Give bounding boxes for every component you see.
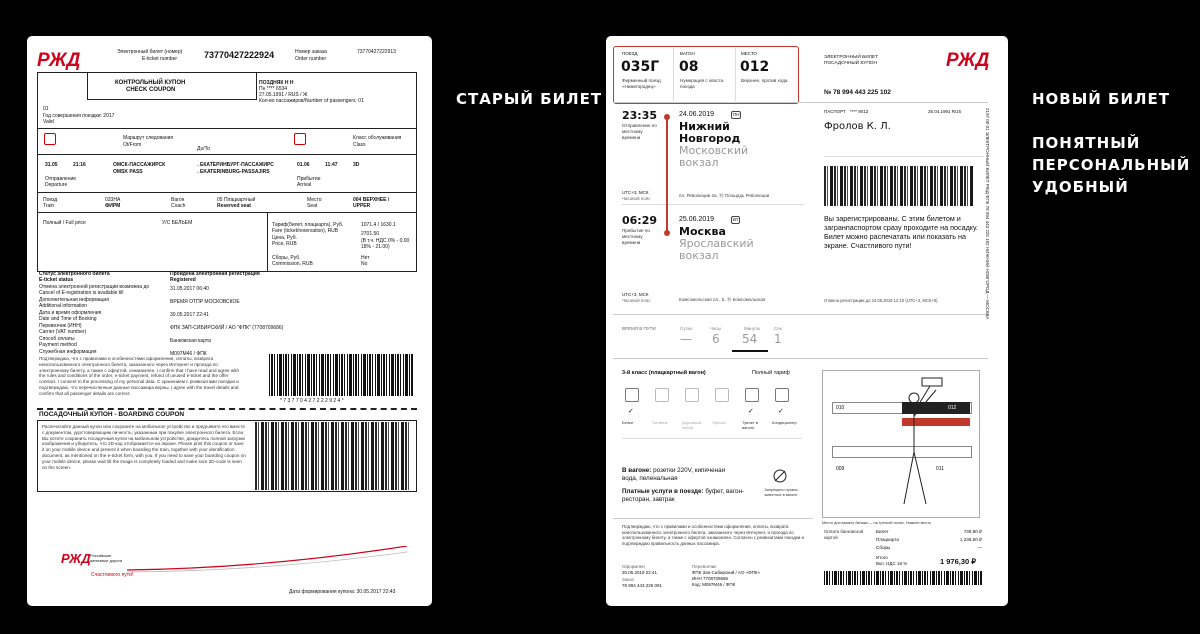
footer-date: Дата формирования купона: 30.05.2017 22:43	[289, 589, 396, 595]
calendar-icon	[44, 133, 56, 145]
booking-value: 30.05.2017 22:41	[170, 312, 209, 318]
cancel-value: 31.05.2017 06:40	[170, 286, 209, 292]
cancel-label: Отмена электронной регистрации возможна до	[39, 284, 150, 290]
departure-time: 21:16	[73, 162, 86, 168]
departure-label: Отправление	[45, 176, 77, 182]
status-value-en: Registered	[170, 277, 196, 283]
arrival-date: 25.06.2019	[679, 216, 715, 223]
toilet-icon	[745, 388, 759, 402]
status-value: Пройдена электронная регистрация	[170, 271, 260, 277]
cancel-label-en: Cancel of E-registration is available till	[39, 290, 124, 296]
car-number: 08	[679, 59, 699, 75]
travel-minutes: 54	[742, 332, 758, 346]
travel-kit-icon	[685, 388, 699, 402]
amenity-kit: Дорожный набор	[682, 420, 702, 430]
linear-barcode	[269, 354, 413, 396]
amenity-food: Питание	[652, 420, 668, 425]
addinfo-value: ВРЕМЯ ОТПР МОСКОВСКОЕ	[170, 299, 240, 305]
arrival-time: 06:29	[622, 214, 658, 227]
booking-label: Дата и время оформления	[39, 310, 102, 316]
boarding-text: Распечатайте данный купон или сохраните на мобильное устройство и предъявите его вместе с документом, удостоверяющим личность, указанным при покупке электронного билета. Если Вы хотите сохранить посадочный купон на мобильном устройстве, дождитесь полной загрузки изображения и убедитесь, что 2D-код отображается на экране. Please print this coupon or save it on your mobile device and present it when boarding the train, together with your identification document, as mentioned on the e-ticket form, with you. If you need to save your boarding coupon on your mobile device, please wait till the image is completely loaded and make sure 2D-code is seen on the screen.	[42, 424, 246, 470]
seat-011: 011	[936, 466, 944, 472]
departure-label-en: Departure	[45, 182, 68, 188]
seat-009: 009	[836, 466, 845, 472]
departure-city-1: Нижний	[679, 120, 730, 133]
terms-text: Подтверждаю, что с правилами и особенностями оформления, оплаты, возврата неиспользованного электронного билета, заказанного через Интернет, и проезда по электронному билету, а также с офертой ознакомлен. Согласен с реквизитами поездки и подтверждаю правильность данных пассажира.	[622, 524, 805, 546]
new-ticket-label: НОВЫЙ БИЛЕТ	[1032, 90, 1170, 108]
dob-value: 26.04.1991 RUS	[928, 109, 962, 114]
addinfo-label-en: Additional information	[39, 303, 88, 309]
payment-label: Оплата банковской картой	[824, 529, 864, 540]
departure-station-1: Московский	[679, 144, 749, 157]
carrier-label: Перевозчик (ИНН)	[39, 323, 82, 329]
seat-sub: UPPER	[353, 203, 371, 209]
tariff-value: 1071.4 / 1630.1	[361, 222, 396, 228]
passenger-dob: 27.05.1991 / RUS / Ж	[259, 92, 308, 98]
carrier-label: Перевозчик	[692, 564, 717, 569]
amenity-bedding: Белье	[622, 420, 634, 425]
tariff-label-en: Fare (ticket/reservation), RUB	[272, 228, 339, 234]
registration-text: Вы зарегистрированы. С этим билетом и загранпаспортом сразу проходите на посадку. Билет можно распечатать или показать на экране. Счастливого пути!	[824, 214, 978, 250]
car-value: 05 Плацкартный	[217, 197, 256, 203]
2d-barcode	[255, 422, 410, 490]
footer-company: Российские железные дороги	[90, 553, 123, 563]
arrival-address: Комсомольская пл., 5, Ⓜ Комсомольская	[679, 297, 766, 302]
amenity-ac: Кондиционер	[772, 420, 797, 425]
status-label: Статус электронного билета	[39, 271, 110, 277]
addinfo-label: Дополнительная информация	[39, 297, 109, 303]
paid-label: Платные услуги в поезде:	[622, 488, 704, 495]
service-label: Служебная информация	[39, 349, 97, 355]
order-value: 78 994 443 225 091	[622, 583, 663, 588]
seat-value: 004 ВЕРХНЕЕ /	[353, 197, 390, 203]
from-station-en: OMSK PASS	[113, 169, 143, 175]
issued-value: 30.05.2019 22:41	[622, 570, 658, 575]
class-label-en: Class	[353, 142, 366, 148]
train-sub: ФИРМ	[105, 203, 121, 209]
pay-value: Банковская карта	[170, 338, 211, 344]
footer-logo: РЖД	[61, 551, 91, 566]
coupon-title-box	[87, 72, 257, 100]
order-label-en: Order number	[295, 56, 327, 62]
car-note: Нумерация с хвоста поезда	[680, 78, 724, 89]
seat-012: 012	[948, 405, 957, 411]
inn-value: ИНН 7708709686	[692, 576, 729, 581]
footer-wish: Счастливого пути!	[91, 572, 134, 578]
fee-value: Нет	[361, 255, 370, 261]
class-label: Класс обслуживания	[353, 135, 402, 141]
arrival-day: ВТ	[733, 217, 739, 222]
new-ticket	[606, 36, 1008, 606]
total-vat: Вкл. НДС 18 %	[876, 561, 908, 566]
utc-1: UTC+3, МСК	[622, 190, 649, 195]
arrival-label: Прибытие	[297, 176, 321, 182]
new-desc-3: УДОБНЫЙ	[1032, 178, 1129, 196]
travel-seconds: 1	[774, 332, 782, 346]
travel-unit-minutes: Минуты	[744, 326, 761, 331]
passport-value: **** 9012	[850, 109, 869, 114]
seat-number: 012	[740, 59, 770, 75]
linear-barcode	[824, 571, 982, 585]
order-label: Заказ	[622, 577, 634, 582]
arrival-label-en: Arrival	[297, 182, 312, 188]
terms-text: Подтверждаю, что с правилами и особенностями оформления, оплаты, возврата неиспользованного электронного билета, заказанного через Интернет и проезда по электронному билету, а также с офертой, ознакомлен. I confirm that I have read and agree with the rules and conditions of the order, e-ticket payment, refund of unused e-ticket and the offer contract. I consent to the processing of my personal data. С хранением с реквизитами поездки и подтверждаю, что перечисленные данные пассажира верны. I agree with the travel details and confirm that all passenger details are correct.	[39, 356, 240, 396]
order-number: 73770427222913	[357, 49, 396, 55]
amenity-press: Пресса	[712, 420, 726, 425]
booking-label-en: Date and Time of Booking	[39, 316, 97, 322]
price-label: Цена, Руб.	[272, 235, 297, 241]
price-row-label: Сборы	[876, 545, 891, 550]
check-icon: ✓	[748, 408, 754, 415]
utc-2: UTC+3, МСК	[622, 292, 649, 297]
eticket-label-en: E-ticket number	[142, 56, 178, 62]
boarding-coupon-title: ПОСАДОЧНЫЙ КУПОН - BOARDING COUPON	[39, 411, 185, 418]
departure-time: 23:35	[622, 109, 658, 122]
seat-label-en: Seat	[307, 203, 318, 209]
total-label: Итого	[876, 555, 888, 560]
bedding-icon	[625, 388, 639, 402]
no-pets-icon	[772, 468, 788, 484]
car-label: Вагон	[171, 197, 185, 203]
seat-caption: Место для вашего багажа — на третьей полке. Нижнее место	[822, 521, 932, 525]
price-value: 2701.50	[361, 231, 380, 237]
route-line	[666, 116, 668, 234]
passenger-name: Фролов К. Л.	[824, 121, 891, 132]
issued-label: Оформлен	[622, 564, 645, 569]
pay-label: Способ оплаты	[39, 336, 75, 342]
route-label: Маршрут следования	[123, 135, 174, 141]
departure-station-2: вокзал	[679, 156, 719, 169]
train-info-box	[613, 46, 799, 104]
passenger-doc: Пн **** 6534	[259, 86, 288, 92]
arrival-station-1: Ярославский	[679, 237, 754, 250]
seat-label: Место	[307, 197, 322, 203]
in-car-label: В вагоне:	[622, 467, 652, 474]
tariff-type: Полный тариф	[752, 370, 790, 376]
to-station: →ЕКАТЕРИНБУРГ-ПАССАЖИРС	[195, 162, 274, 168]
train-number: 035Г	[621, 59, 660, 75]
price-row-label: Плацкарта	[876, 537, 899, 542]
price-row	[876, 544, 982, 552]
eticket-label: Электронный билет (номер)	[117, 49, 183, 55]
person-figure	[892, 372, 944, 512]
passenger-name: ПОЗДНЯК Н Н	[259, 80, 294, 86]
price-row-label: Билет	[876, 529, 889, 534]
fee-label: Сборы, Руб.	[272, 255, 301, 261]
departure-note: Отправление по местному времени	[622, 123, 657, 140]
paid-services-block	[622, 488, 762, 508]
fee-label-en: Commission, RUB	[272, 261, 313, 267]
seat-010: 010	[836, 405, 845, 411]
coupon-title-en: CHECK COUPON	[126, 87, 176, 93]
new-desc-2: ПЕРСОНАЛЬНЫЙ	[1032, 156, 1191, 174]
price-row-value: 1 236,50 ₽	[959, 537, 982, 542]
coupon-title: КОНТРОЛЬНЫЙ КУПОН	[115, 80, 186, 86]
valid-year: Год совершения поездки: 2017	[43, 113, 115, 119]
travel-time-label: ВРЕМЯ В ПУТИ	[622, 326, 656, 331]
price-row	[876, 528, 982, 536]
arrival-note: Прибытие по местному времени	[622, 228, 650, 245]
barcode-digits: * 7 3 7 7 0 4 2 7 2 2 2 9 2 4 *	[280, 398, 344, 404]
to-label: До/To	[197, 146, 210, 152]
car-sub: Reserved seat	[217, 203, 251, 209]
old-ticket-label: СТАРЫЙ БИЛЕТ	[456, 90, 603, 108]
price-row-value: 739,80 ₽	[963, 529, 982, 534]
fee-value-en: No	[361, 261, 368, 267]
bedding: У/С БЕЛЬЕМ	[162, 220, 193, 226]
travel-progress-mark	[732, 350, 768, 352]
valid-number: 01	[43, 106, 49, 112]
class-value: 3D	[353, 162, 360, 168]
ticket-subtitle: ПОСАДОЧНЫЙ КУПОН	[824, 61, 877, 66]
in-car-value: розетки 220V, кипяченая вода, пеленальная	[622, 467, 725, 482]
class-title: 3-й класс (плацкартный вагон)	[622, 370, 706, 376]
train-value: 033НА	[105, 197, 121, 203]
departure-date: 24.06.2019	[679, 111, 715, 118]
price-rows	[876, 528, 982, 552]
full-price: Полный / Full price	[43, 220, 86, 226]
calendar-icon	[294, 133, 306, 145]
departure-day: ПН	[733, 112, 740, 117]
old-ticket	[27, 36, 432, 606]
order-label: Номер заказа	[295, 49, 327, 55]
departure-address: пл. Революции 2а, Ⓜ Площадь Революции	[679, 193, 770, 198]
route-label-en: Ot/From	[123, 142, 142, 148]
ticket-number: № 78 994 443 225 102	[824, 89, 891, 96]
arrival-station-2: вокзал	[679, 249, 719, 262]
carrier-label-en: Carrier (VAT number)	[39, 329, 87, 335]
train-label-en: Train	[43, 203, 55, 209]
car-label: ВАГОН	[680, 51, 695, 56]
rzd-logo: РЖД	[946, 50, 990, 71]
check-icon: ✓	[778, 408, 784, 415]
carrier-value: ФПК Зап-Сибирский / АО «ФПК»	[692, 570, 760, 575]
passport-label: ПАСПОРТ	[824, 109, 846, 114]
check-icon: ✓	[628, 408, 634, 415]
pay-label-en: Payment method	[39, 342, 77, 348]
rzd-logo: РЖД	[37, 50, 81, 71]
eticket-number: 73770427222924	[204, 50, 275, 60]
arrival-time: 11:47	[325, 162, 338, 168]
total-value: 1 976,30 ₽	[940, 557, 977, 566]
price-row	[876, 536, 982, 544]
registration-cancel: Отмена регистрации до 24.06.2019 12:10 (UTC+3, МСК+0)	[824, 298, 938, 303]
passenger-count: Кол-во пассажиров/Number of passengers: 01	[259, 98, 364, 104]
2d-barcode	[824, 166, 974, 206]
food-icon	[655, 388, 669, 402]
travel-unit-hours: Часы	[710, 326, 721, 331]
air-conditioner-icon	[775, 388, 789, 402]
arrival-date: 01.06	[297, 162, 310, 168]
new-desc-1: ПОНЯТНЫЙ	[1032, 134, 1141, 152]
price-row-value: —	[977, 545, 982, 550]
train-label: Поезд	[43, 197, 58, 203]
valid-en: Valid	[43, 119, 54, 125]
press-icon	[715, 388, 729, 402]
seat-label: МЕСТО	[741, 51, 757, 56]
footer-swoosh	[127, 546, 407, 574]
code-value: Код: М097М46 / ФПК	[692, 582, 736, 587]
train-note: Фирменный поезд «Нижегородец»	[622, 78, 661, 89]
carrier-value: ФПК ЗАП-СИБИРСКИЙ / АО "ФПК" (7708709686)	[170, 325, 284, 331]
vat-line-2: 18% - 21.00)	[361, 244, 390, 250]
service-value: М097М46 / ФПК	[170, 351, 207, 357]
route-end-dot	[664, 230, 670, 236]
ticket-title: ЭЛЕКТРОННЫЙ БИЛЕТ	[824, 55, 879, 60]
status-label-en: E-ticket status	[39, 277, 74, 283]
departure-date: 31.05	[45, 162, 58, 168]
seat-note: Верхнее, против хода	[741, 78, 788, 83]
car-label-en: Coach	[171, 203, 186, 209]
travel-hours: 6	[712, 332, 720, 346]
utc-1-sub: Часовой пояс	[622, 196, 651, 201]
train-label: ПОЕЗД	[622, 51, 638, 56]
utc-2-sub: Часовой пояс	[622, 298, 651, 303]
tariff-label: Тариф(билет, плацкарта), Руб.	[272, 222, 344, 228]
travel-days: —	[680, 332, 692, 346]
no-pets-text: Запрещено провоз животных в вагоне	[764, 488, 798, 497]
paid-value: буфет, вагон-ресторан, завтрак	[622, 488, 745, 503]
to-station-en: →EKATERINBURG-PASSAJIRS	[195, 169, 270, 175]
arrival-city: Москва	[679, 225, 726, 238]
price-label-en: Price, RUB	[272, 241, 297, 247]
side-vertical-text: 2197 00 01 ЭЛЕКТРОННЫЙ БИЛЕТ РЖД ФПК 78 994 443 225 102 НИЖНИЙ НОВГОРОД — МОСКВА	[985, 108, 990, 320]
vat-line-1: (В т.ч. НДС 0% - 0.00	[361, 238, 410, 244]
travel-unit-days: Сутки	[680, 326, 693, 331]
route-start-dot	[664, 114, 670, 120]
from-station: ОМСК-ПАССАЖИРСК	[113, 162, 166, 168]
departure-city-2: Новгород	[679, 132, 741, 145]
amenity-toilet: Туалет в вагоне	[742, 420, 758, 430]
travel-unit-seconds: Сек	[774, 326, 782, 331]
